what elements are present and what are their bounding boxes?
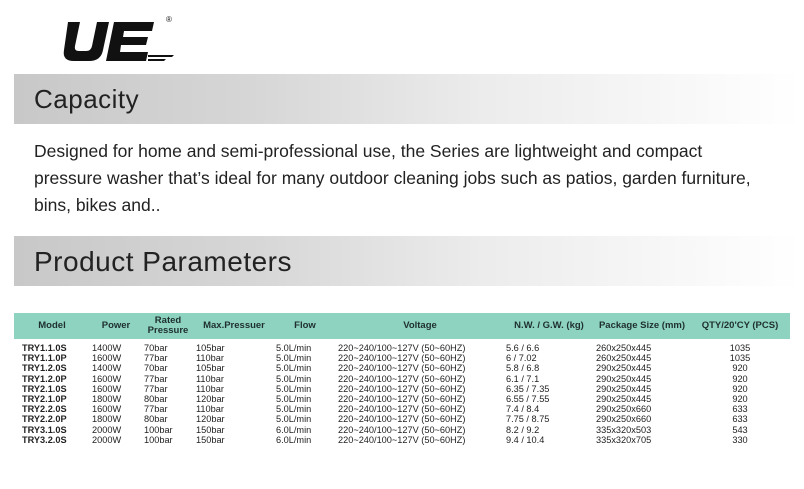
- table-row: [14, 363, 790, 373]
- cell-qty: 543: [732, 424, 748, 435]
- cell-model: TRY2.1.0P: [22, 394, 67, 405]
- cell-model: TRY1.2.0P: [22, 373, 67, 384]
- table-header-row: [14, 313, 790, 339]
- cell-qty: 920: [732, 394, 748, 405]
- cell-package-size: 290x250x660: [596, 404, 652, 415]
- cell-package-size: 290x250x445: [596, 394, 652, 405]
- cell-flow: 6.0L/min: [276, 434, 312, 445]
- cell-voltage: 220~240/100~127V (50~60HZ): [338, 394, 466, 405]
- table-body: [14, 339, 790, 445]
- cell-power: 2000W: [92, 434, 122, 445]
- brand-logo: [62, 10, 182, 66]
- table-row: [14, 339, 790, 353]
- cell-package-size: 260x250x445: [596, 343, 652, 353]
- col-header-weight: N.W. / G.W. (kg): [504, 313, 594, 339]
- cell-max-pressure: 120bar: [196, 414, 225, 425]
- cell-power: 1400W: [92, 363, 122, 374]
- cell-flow: 5.0L/min: [276, 343, 312, 353]
- cell-weight: 6.55 / 7.55: [506, 394, 550, 405]
- product-parameters-table: [14, 313, 790, 445]
- col-header-power: Power: [90, 313, 142, 339]
- cell-model: TRY1.1.0P: [22, 353, 67, 364]
- cell-max-pressure: 150bar: [196, 424, 225, 435]
- cell-max-pressure: 110bar: [196, 404, 224, 415]
- cell-model: TRY3.1.0S: [22, 424, 67, 435]
- cell-max-pressure: 120bar: [196, 394, 225, 405]
- cell-weight: 5.6 / 6.6: [506, 343, 540, 353]
- cell-rated-pressure: 70bar: [144, 363, 168, 374]
- cell-model: TRY3.2.0S: [22, 434, 67, 445]
- cell-voltage: 220~240/100~127V (50~60HZ): [338, 404, 466, 415]
- cell-power: 1600W: [92, 404, 122, 415]
- cell-flow: 5.0L/min: [276, 353, 312, 364]
- cell-model: TRY1.1.0S: [22, 343, 67, 353]
- cell-package-size: 290x250x445: [596, 373, 652, 384]
- cell-rated-pressure: 70bar: [144, 343, 168, 353]
- cell-rated-pressure: 77bar: [144, 404, 168, 415]
- cell-flow: 5.0L/min: [276, 394, 312, 405]
- col-header-rated-pressure: Rated Pressure: [142, 313, 194, 339]
- cell-package-size: 335x320x503: [596, 424, 652, 435]
- table-row: [14, 394, 790, 404]
- cell-weight: 8.2 / 9.2: [506, 424, 540, 435]
- table-row: [14, 374, 790, 384]
- cell-qty: 633: [732, 404, 748, 415]
- cell-qty: 920: [732, 373, 748, 384]
- cell-power: 1600W: [92, 383, 122, 394]
- cell-voltage: 220~240/100~127V (50~60HZ): [338, 383, 466, 394]
- cell-weight: 6 / 7.02: [506, 353, 537, 364]
- table-row: [14, 414, 790, 424]
- cell-package-size: 290x250x660: [596, 414, 652, 425]
- table-row: [14, 404, 790, 414]
- cell-power: 1600W: [92, 353, 122, 364]
- cell-weight: 7.75 / 8.75: [506, 414, 550, 425]
- cell-power: 1800W: [92, 414, 122, 425]
- cell-package-size: 290x250x445: [596, 383, 652, 394]
- ue-logo-icon: [62, 10, 182, 66]
- cell-power: 1400W: [92, 343, 122, 353]
- col-header-voltage: Voltage: [336, 313, 504, 339]
- cell-rated-pressure: 100bar: [144, 424, 173, 435]
- table-row: [14, 353, 790, 363]
- cell-power: 1800W: [92, 394, 122, 405]
- cell-model: TRY2.2.0P: [22, 414, 67, 425]
- capacity-header-band: [14, 74, 800, 124]
- col-header-max-pressure: Max.Pressuer: [194, 313, 274, 339]
- cell-package-size: 260x250x445: [596, 353, 652, 364]
- col-header-flow: Flow: [274, 313, 336, 339]
- cell-model: TRY1.2.0S: [22, 363, 67, 374]
- registered-mark: ®: [166, 15, 172, 24]
- cell-voltage: 220~240/100~127V (50~60HZ): [338, 353, 466, 364]
- cell-package-size: 335x320x705: [596, 434, 652, 445]
- cell-qty: 1035: [729, 353, 751, 364]
- cell-flow: 5.0L/min: [276, 414, 312, 425]
- cell-max-pressure: 110bar: [196, 383, 224, 394]
- cell-flow: 5.0L/min: [276, 383, 312, 394]
- cell-max-pressure: 150bar: [196, 434, 225, 445]
- cell-qty: 1035: [729, 343, 751, 353]
- cell-rated-pressure: 77bar: [144, 353, 168, 364]
- params-title: Product Parameters: [34, 246, 292, 277]
- col-header-package-size: Package Size (mm): [594, 313, 690, 339]
- capacity-description: Designed for home and semi-professional use, the Series are lightweight and compact pressure washer that’s ideal for many outdoor cleaning jobs such as patios, garden furniture, bins, bikes and..: [34, 141, 751, 215]
- cell-weight: 6.35 / 7.35: [506, 383, 550, 394]
- cell-flow: 5.0L/min: [276, 373, 312, 384]
- cell-qty: 920: [732, 383, 748, 394]
- cell-weight: 6.1 / 7.1: [506, 373, 540, 384]
- cell-voltage: 220~240/100~127V (50~60HZ): [338, 434, 466, 445]
- cell-voltage: 220~240/100~127V (50~60HZ): [338, 373, 466, 384]
- cell-model: TRY2.1.0S: [22, 383, 67, 394]
- cell-flow: 5.0L/min: [276, 363, 312, 374]
- cell-flow: 5.0L/min: [276, 404, 312, 415]
- table-row: [14, 435, 790, 445]
- params-header-band: [14, 236, 800, 286]
- cell-voltage: 220~240/100~127V (50~60HZ): [338, 424, 466, 435]
- cell-max-pressure: 110bar: [196, 353, 224, 364]
- cell-power: 1600W: [92, 373, 122, 384]
- table-row: [14, 425, 790, 435]
- cell-qty: 920: [732, 363, 748, 374]
- col-header-qty: QTY/20'CY (PCS): [690, 313, 790, 339]
- cell-power: 2000W: [92, 424, 122, 435]
- cell-weight: 9.4 / 10.4: [506, 434, 545, 445]
- cell-qty: 633: [732, 414, 748, 425]
- cell-rated-pressure: 80bar: [144, 414, 168, 425]
- cell-model: TRY2.2.0S: [22, 404, 67, 415]
- cell-package-size: 290x250x445: [596, 363, 652, 374]
- capacity-title: Capacity: [34, 84, 140, 114]
- cell-max-pressure: 110bar: [196, 373, 224, 384]
- col-header-model: Model: [14, 313, 90, 339]
- cell-qty: 330: [732, 434, 748, 445]
- cell-voltage: 220~240/100~127V (50~60HZ): [338, 343, 466, 353]
- cell-weight: 5.8 / 6.8: [506, 363, 540, 374]
- cell-voltage: 220~240/100~127V (50~60HZ): [338, 363, 466, 374]
- table-row: [14, 384, 790, 394]
- cell-rated-pressure: 100bar: [144, 434, 173, 445]
- cell-max-pressure: 105bar: [196, 363, 225, 374]
- cell-weight: 7.4 / 8.4: [506, 404, 540, 415]
- cell-voltage: 220~240/100~127V (50~60HZ): [338, 414, 466, 425]
- cell-flow: 6.0L/min: [276, 424, 312, 435]
- cell-rated-pressure: 77bar: [144, 383, 168, 394]
- cell-rated-pressure: 77bar: [144, 373, 168, 384]
- cell-rated-pressure: 80bar: [144, 394, 168, 405]
- cell-max-pressure: 105bar: [196, 343, 225, 353]
